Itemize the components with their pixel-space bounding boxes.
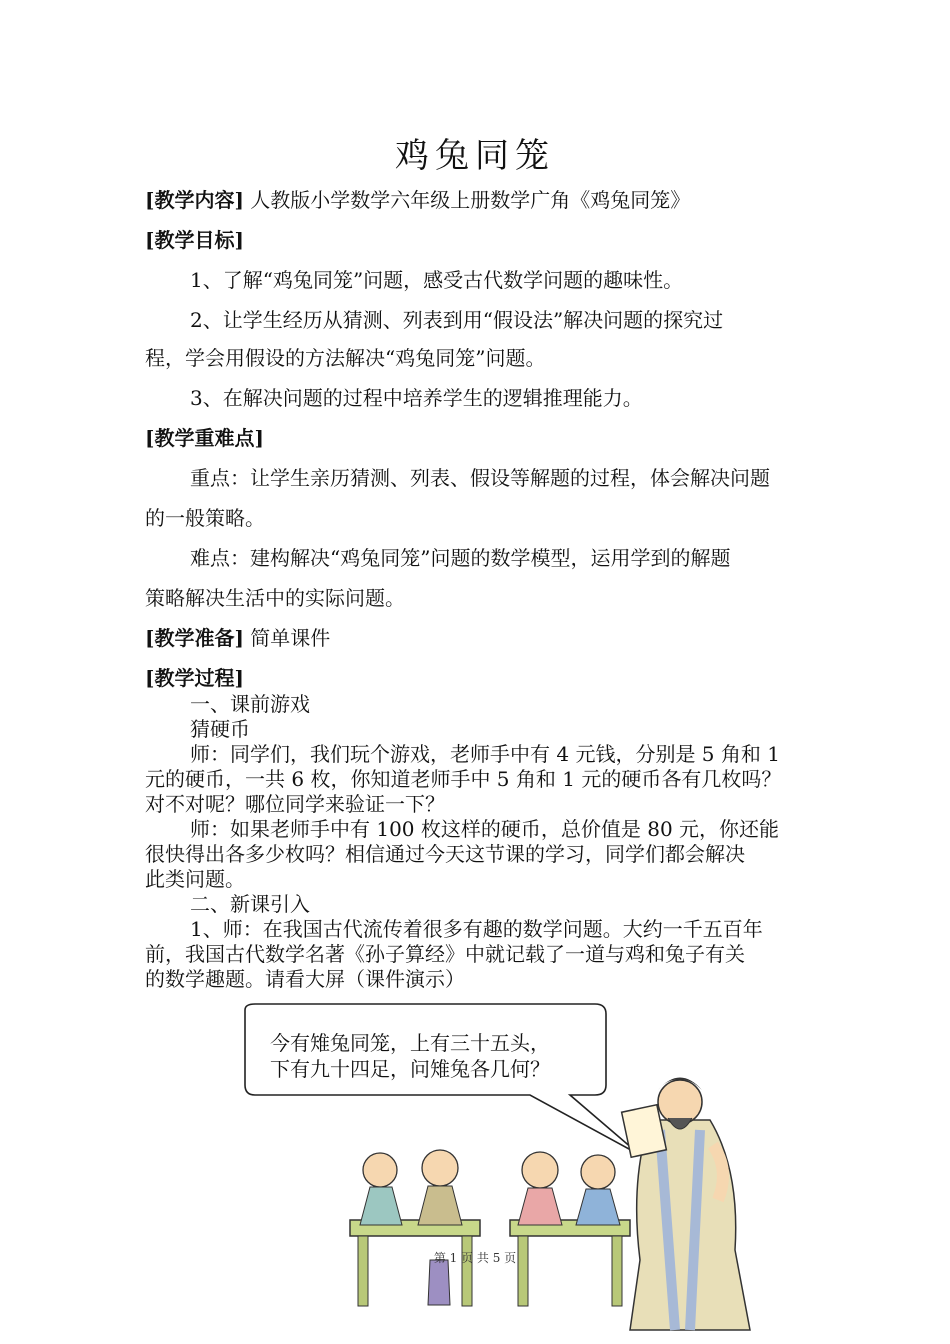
bubble-line: 今有雉兔同笼，上有三十五头， <box>270 1031 550 1055</box>
classroom-illustration <box>330 1060 790 1340</box>
process-line: 二、新课引入 <box>190 892 310 916</box>
prep-text: 简单课件 <box>250 626 331 650</box>
process-line: 元的硬币，一共 6 枚，你知道老师手中 5 角和 1 元的硬币各有几枚吗？ <box>145 767 782 791</box>
process-line: 前，我国古代数学名著《孙子算经》中就记载了一道与鸡和兔子有关 <box>145 942 745 966</box>
goal-item: 3、在解决问题的过程中培养学生的逻辑推理能力。 <box>190 386 643 410</box>
goal-item: 程，学会用假设的方法解决“鸡兔同笼”问题。 <box>145 346 546 370</box>
keypoints-label: [教学重难点] <box>145 426 264 450</box>
keypoint-line: 难点：建构解决“鸡兔同笼”问题的数学模型，运用学到的解题 <box>190 546 731 570</box>
goals-label: [教学目标] <box>145 228 244 252</box>
goal-item: 1、了解“鸡兔同笼”问题，感受古代数学问题的趣味性。 <box>190 268 684 292</box>
process-line: 对不对呢？哪位同学来验证一下？ <box>145 792 445 816</box>
goal-item: 2、让学生经历从猜测、列表到用“假设法”解决问题的探究过 <box>190 308 724 332</box>
keypoint-line: 重点：让学生亲历猜测、列表、假设等解题的过程，体会解决问题 <box>190 466 770 490</box>
prep-label: [教学准备] <box>145 626 244 650</box>
process-line: 师：如果老师手中有 100 枚这样的硬币，总价值是 80 元，你还能 <box>190 817 780 841</box>
keypoint-line: 的一般策略。 <box>145 506 265 530</box>
process-label: [教学过程] <box>145 666 244 690</box>
process-line: 猜硬币 <box>190 717 250 741</box>
teacher-figure <box>622 1078 750 1331</box>
keypoint-line: 策略解决生活中的实际问题。 <box>145 586 405 610</box>
process-line: 一、课前游戏 <box>190 692 310 716</box>
process-line: 的数学趣题。请看大屏（课件演示） <box>145 967 465 991</box>
bubble-line: 下有九十四足，问雉兔各几何？ <box>270 1057 550 1081</box>
content-label: [教学内容] <box>145 188 244 212</box>
process-line: 师：同学们，我们玩个游戏，老师手中有 4 元钱，分别是 5 角和 1 <box>190 742 780 766</box>
process-line: 此类问题。 <box>145 867 245 891</box>
page-footer: 第 1 页 共 5 页 <box>433 1251 517 1265</box>
content-text: 人教版小学数学六年级上册数学广角《鸡兔同笼》 <box>250 188 691 212</box>
page-title: 鸡兔同笼 <box>395 136 555 176</box>
process-line: 1、师：在我国古代流传着很多有趣的数学问题。大约一千五百年 <box>190 917 763 941</box>
process-line: 很快得出各多少枚吗？相信通过今天这节课的学习，同学们都会解决 <box>145 842 745 866</box>
